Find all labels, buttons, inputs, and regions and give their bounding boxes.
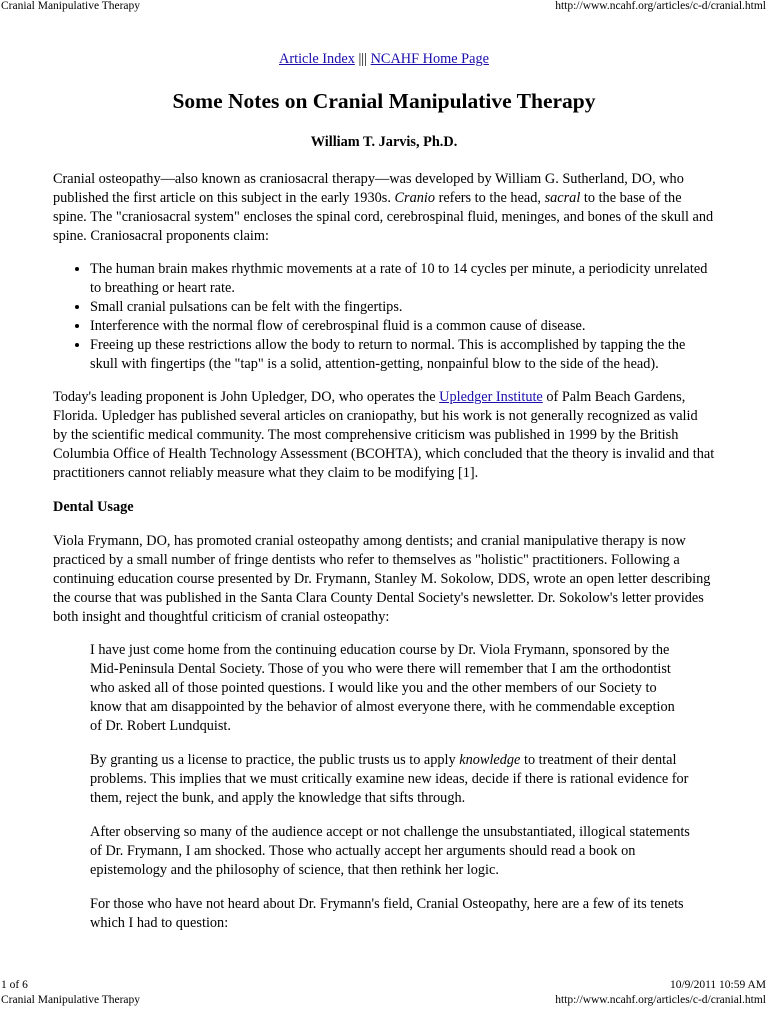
list-item: • Freeing up these restrictions allow the body to return to normal. This is accomplished by tapping the the skull with fingertips (the "tap" is a solid, attention-getting, nonpainful blow to the side of the head). (90, 336, 715, 374)
print-datetime: 10/9/2011 10:59 AM (669, 979, 766, 991)
nav-separator: ||| (358, 51, 368, 67)
letter-paragraph: By granting us a license to practice, the public trusts us to apply knowledge to treatment of their dental problems. This implies that we must critically examine new ideas, decide if there is rational evidence for them, reject the bunk, and apply the knowledge that sifts through. (90, 752, 689, 806)
letter-paragraph: For those who have not heard about Dr. Frymann's field, Cranial Osteopathy, here are a few of its tenets which I had to question: (90, 896, 684, 931)
list-item: • The human brain makes rhythmic movements at a rate of 10 to 14 cycles per minute, a periodicity unrelated to breathing or heart rate. (90, 260, 715, 298)
knowledge-emphasis: knowledge (459, 752, 521, 768)
print-footer-title: Cranial Manipulative Therapy (1, 994, 141, 1006)
list-item: • Small cranial pulsations can be felt with the fingertips. (90, 298, 715, 317)
top-nav (53, 50, 715, 69)
sokolow-letter (90, 641, 690, 933)
author-byline: William T. Jarvis, Ph.D. (310, 134, 458, 150)
page-title: Some Notes on Cranial Manipulative Therapy (172, 89, 596, 113)
print-header-url: http://www.ncahf.org/articles/c-d/cranial.html (555, 0, 766, 12)
list-item: • Interference with the normal flow of cerebrospinal fluid is a common cause of disease. (90, 317, 715, 336)
intro-paragraph: Cranial osteopathy—also known as craniosacral therapy—was developed by William G. Sutherland, DO, who published the first article on this subject in the early 1930s. Cranio refers to the head, sacral to the base of the spine. The "craniosacral system" encloses the spinal cord, cerebrospinal fluid, meninges, and bones of the skull and spine. Craniosacral proponents claim: (53, 171, 714, 244)
cranio-term: Cranio (394, 190, 435, 206)
sacral-term: sacral (544, 190, 581, 206)
letter-paragraph: I have just come home from the continuing education course by Dr. Viola Frymann, sponsored by the Mid-Peninsula Dental Society. Those of you who were there will remember that I am the orthodontist who asked all of those pointed questions. I would like you and the other members of our Society to know that am disappointed by the behavior of almost everyone there, with he commendable exception of Dr. Robert Lundquist. (90, 642, 675, 734)
article-content (53, 50, 715, 933)
page-count: 1 of 6 (1, 979, 28, 991)
upledger-institute-link[interactable]: Upledger Institute (439, 389, 543, 405)
article-index-link[interactable]: Article Index (279, 51, 355, 67)
dental-usage-heading: Dental Usage (53, 499, 134, 515)
letter-paragraph: After observing so many of the audience accept or not challenge the unsubstantiated, illogical statements of Dr. Frymann, I am shocked. Those who actually accept her arguments should read a book on epistemology and the philosophy of science, that then rethink her logic. (90, 824, 690, 878)
dental-paragraph: Viola Frymann, DO, has promoted cranial osteopathy among dentists; and cranial manipulative therapy is now practiced by a small number of fringe dentists who refer to themselves as "holistic" practitioners. Following a continuing education course presented by Dr. Frymann, Stanley M. Sokolow, DDS, wrote an open letter describing the course that was published in the Santa Clara County Dental Society's newsletter. Dr. Sokolow's letter provides both insight and thoughtful criticism of cranial osteopathy: (53, 533, 711, 625)
ncahf-home-link[interactable]: NCAHF Home Page (370, 51, 489, 67)
proponent-paragraph: Today's leading proponent is John Upledger, DO, who operates the Upledger Institute of Palm Beach Gardens, Florida. Upledger has published several articles on craniopathy, but his work is not generally recognized as valid by the scientific medical community. The most comprehensive criticism was published in 1999 by the British Columbia Office of Health Technology Assessment (BCOHTA), which concluded that the theory is invalid and that practitioners cannot reliably measure what they claim to be modifying [1]. (53, 389, 715, 481)
print-header-title: Cranial Manipulative Therapy (1, 0, 141, 12)
claims-list (53, 260, 715, 374)
print-footer-url: http://www.ncahf.org/articles/c-d/cranial.html (555, 994, 766, 1006)
